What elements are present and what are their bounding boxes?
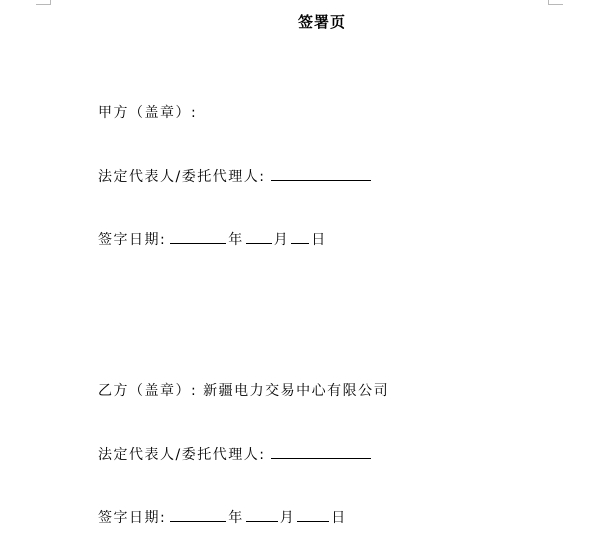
- party-a-day-label: 日: [311, 232, 327, 248]
- party-b-year-label: 年: [228, 510, 244, 526]
- party-a-month-blank: [246, 229, 272, 244]
- party-a-label: 甲方（盖章）:: [98, 105, 198, 121]
- party-b-representative-blank: [271, 444, 371, 459]
- party-b-label: 乙方（盖章）:: [98, 383, 198, 399]
- party-a-representative-line: [98, 166, 371, 186]
- page-title: 签署页: [297, 13, 346, 31]
- party-b-date-line: [98, 507, 347, 527]
- party-b-representative-label: 法定代表人/委托代理人:: [98, 447, 266, 463]
- party-a-date-line: [98, 229, 327, 249]
- party-a-month-label: 月: [273, 232, 290, 248]
- party-a-seal-line: [98, 104, 197, 122]
- party-b-day-label: 日: [331, 510, 347, 526]
- party-b-year-blank: [170, 507, 226, 522]
- party-a-year-blank: [170, 229, 226, 244]
- page-corner-mark-left: [36, 0, 51, 5]
- party-a-year-label: 年: [228, 232, 244, 248]
- party-b-date-label: 签字日期:: [98, 510, 167, 526]
- party-a-representative-label: 法定代表人/委托代理人:: [98, 169, 266, 185]
- party-a-day-blank: [291, 229, 309, 244]
- party-b-month-blank: [246, 507, 278, 522]
- party-b-representative-line: [98, 444, 371, 464]
- party-b-company: 新疆电力交易中心有限公司: [203, 383, 390, 399]
- page-corner-mark-right: [548, 0, 563, 5]
- party-b-day-blank: [297, 507, 329, 522]
- party-b-month-label: 月: [279, 510, 296, 526]
- party-a-representative-blank: [271, 166, 371, 181]
- party-a-date-label: 签字日期:: [98, 232, 167, 248]
- party-b-seal-line: [98, 382, 389, 400]
